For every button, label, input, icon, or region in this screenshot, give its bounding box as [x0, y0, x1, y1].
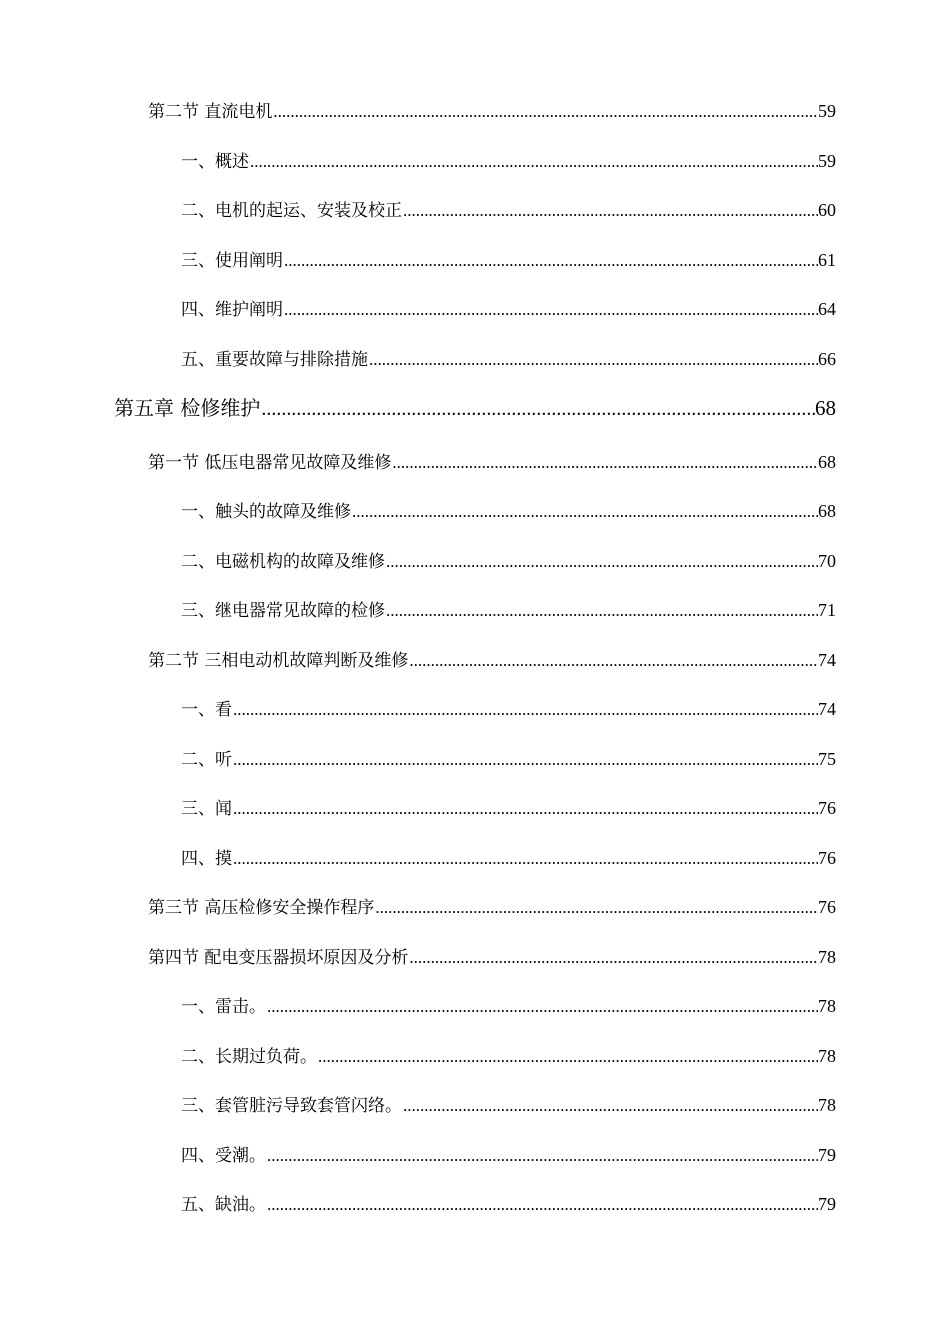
toc-entry-item[interactable] — [181, 748, 836, 771]
toc-entry-label: 二、电机的起运、安装及校正 — [181, 201, 402, 221]
toc-entry-label: 一、雷击。 — [181, 997, 266, 1017]
toc-entry-label: 第二节 直流电机 — [148, 102, 273, 122]
toc-entry-section[interactable] — [148, 896, 836, 919]
toc-entry-item[interactable] — [181, 847, 836, 870]
toc-page-number: 61 — [818, 250, 836, 270]
toc-leader-dots — [391, 452, 818, 474]
toc-page-number: 71 — [818, 600, 836, 620]
toc-leader-dots — [272, 101, 818, 123]
toc-entry-item[interactable] — [181, 797, 836, 820]
toc-leader-dots — [385, 551, 818, 573]
toc-entry-label: 二、电磁机构的故障及维修 — [181, 552, 385, 572]
toc-leader-dots — [368, 349, 818, 371]
toc-page-number: 64 — [818, 299, 836, 319]
toc-page-number: 68 — [815, 396, 836, 420]
toc-leader-dots — [408, 650, 818, 672]
toc-leader-dots — [408, 947, 818, 969]
toc-entry-item[interactable] — [181, 698, 836, 721]
toc-entry-label: 一、概述 — [181, 152, 249, 172]
toc-entry-label: 四、受潮。 — [181, 1146, 266, 1166]
toc-leader-dots — [266, 1194, 818, 1216]
toc-entry-item[interactable] — [181, 150, 836, 173]
toc-page-number: 76 — [818, 897, 836, 917]
toc-entry-label: 四、维护阐明 — [181, 300, 283, 320]
toc-entry-item[interactable] — [181, 348, 836, 371]
toc-page-number: 79 — [818, 1194, 836, 1214]
toc-page-number: 78 — [818, 996, 836, 1016]
toc-page-number: 75 — [818, 749, 836, 769]
toc-entry-section[interactable] — [148, 100, 836, 123]
toc-page-number: 68 — [818, 501, 836, 521]
toc-entry-section[interactable] — [148, 946, 836, 969]
toc-entry-label: 一、触头的故障及维修 — [181, 502, 351, 522]
toc-page-number: 59 — [818, 101, 836, 121]
toc-entry-label: 五、缺油。 — [181, 1195, 266, 1215]
toc-page-number: 66 — [818, 349, 836, 369]
toc-entry-section[interactable] — [148, 451, 836, 474]
toc-page-number: 78 — [818, 1046, 836, 1066]
toc-entry-item[interactable] — [181, 995, 836, 1018]
toc-page-number: 78 — [818, 947, 836, 967]
toc-entry-chapter[interactable] — [114, 395, 836, 422]
toc-page-number: 68 — [818, 452, 836, 472]
toc-leader-dots — [249, 151, 818, 173]
toc-page-number: 59 — [818, 151, 836, 171]
toc-entry-label: 五、重要故障与排除措施 — [181, 350, 368, 370]
toc-leader-dots — [402, 200, 818, 222]
toc-entry-section[interactable] — [148, 649, 836, 672]
toc-entry-item[interactable] — [181, 599, 836, 622]
toc-leader-dots — [260, 396, 815, 422]
toc-entry-label: 四、摸 — [181, 849, 232, 869]
toc-leader-dots — [283, 250, 818, 272]
toc-entry-item[interactable] — [181, 1193, 836, 1216]
toc-entry-label: 第五章 检修维护 — [114, 396, 261, 420]
toc-leader-dots — [351, 501, 818, 523]
toc-leader-dots — [232, 699, 818, 721]
toc-page-number: 76 — [818, 848, 836, 868]
toc-page-number: 74 — [818, 650, 836, 670]
toc-entry-item[interactable] — [181, 500, 836, 523]
toc-entry-item[interactable] — [181, 1094, 836, 1117]
toc-page-number: 74 — [818, 699, 836, 719]
toc-entry-label: 三、闻 — [181, 799, 232, 819]
toc-entry-item[interactable] — [181, 1045, 836, 1068]
toc-page-number: 60 — [818, 200, 836, 220]
toc-leader-dots — [266, 1145, 818, 1167]
toc-entry-label: 三、套管脏污导致套管闪络。 — [181, 1096, 402, 1116]
toc-entry-label: 三、继电器常见故障的检修 — [181, 601, 385, 621]
toc-entry-label: 三、使用阐明 — [181, 251, 283, 271]
toc-entry-label: 第四节 配电变压器损坏原因及分析 — [148, 948, 409, 968]
toc-entry-label: 一、看 — [181, 700, 232, 720]
toc-leader-dots — [402, 1095, 818, 1117]
toc-entry-label: 第三节 高压检修安全操作程序 — [148, 898, 375, 918]
toc-leader-dots — [232, 848, 818, 870]
toc-leader-dots — [385, 600, 818, 622]
toc-entry-item[interactable] — [181, 550, 836, 573]
toc-entry-item[interactable] — [181, 1144, 836, 1167]
toc-page-number: 76 — [818, 798, 836, 818]
toc-entry-label: 第一节 低压电器常见故障及维修 — [148, 453, 392, 473]
toc-leader-dots — [283, 299, 818, 321]
toc-leader-dots — [374, 897, 818, 919]
toc-leader-dots — [317, 1046, 818, 1068]
toc-entry-item[interactable] — [181, 298, 836, 321]
toc-page-number: 70 — [818, 551, 836, 571]
toc-page-number: 79 — [818, 1145, 836, 1165]
toc-entry-item[interactable] — [181, 199, 836, 222]
toc-entry-item[interactable] — [181, 249, 836, 272]
toc-leader-dots — [232, 798, 818, 820]
toc-page-number: 78 — [818, 1095, 836, 1115]
toc-entry-label: 二、长期过负荷。 — [181, 1047, 317, 1067]
toc-entry-label: 二、听 — [181, 750, 232, 770]
toc-entry-label: 第二节 三相电动机故障判断及维修 — [148, 651, 409, 671]
toc-leader-dots — [232, 749, 818, 771]
toc-leader-dots — [266, 996, 818, 1018]
